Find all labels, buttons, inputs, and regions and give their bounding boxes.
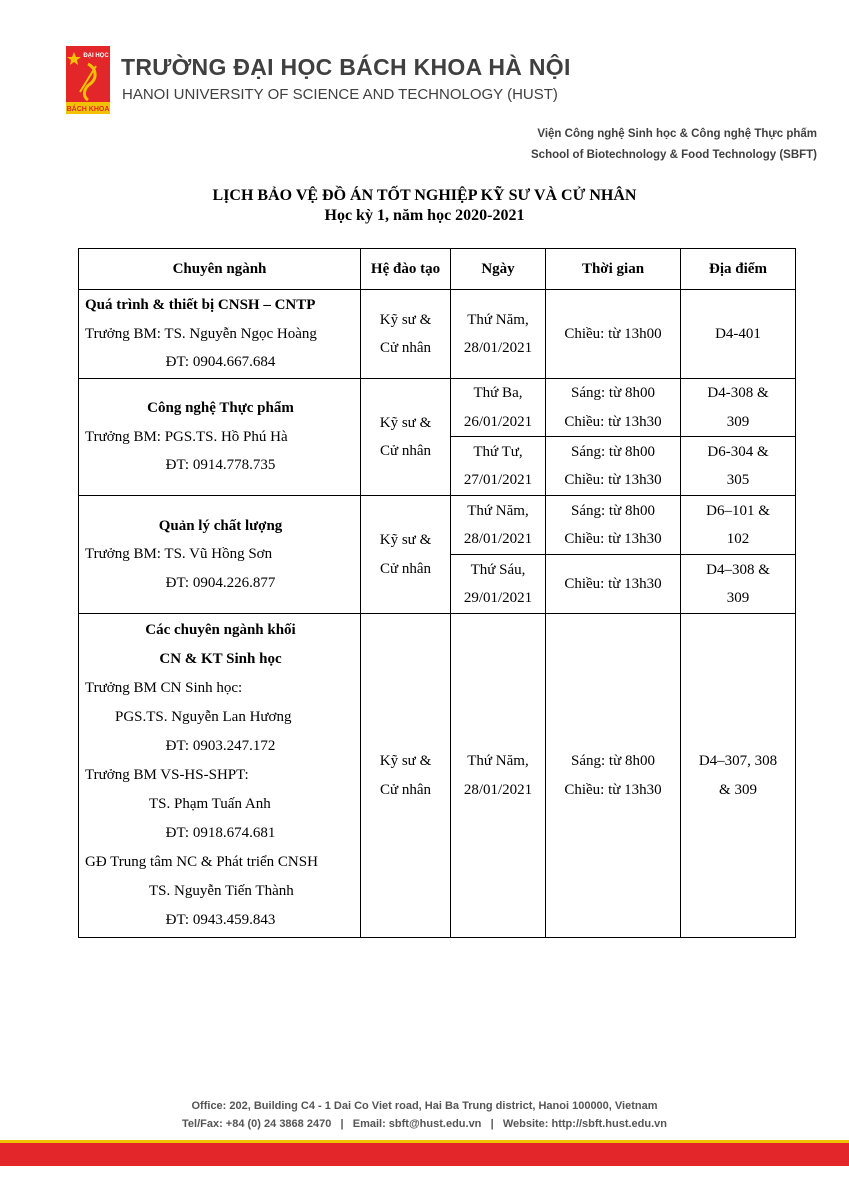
time-cell xyxy=(546,614,681,938)
date-text: 28/01/2021 xyxy=(463,531,533,547)
location-line: 305 xyxy=(726,472,750,488)
table-row xyxy=(79,379,796,437)
dept-phone: ĐT: 0943.459.843 xyxy=(165,912,276,928)
header-program: Hệ đào tạo xyxy=(361,249,451,290)
date-cell xyxy=(451,614,546,938)
dept-head-name: TS. Phạm Tuấn Anh xyxy=(149,796,271,812)
school-name-en: School of Biotechnology & Food Technology (SBFT) xyxy=(531,149,817,161)
dept-head-title: Trưởng BM VS-HS-SHPT: xyxy=(85,767,249,783)
dept-name-line-1: Các chuyên ngành khối xyxy=(145,622,296,638)
location-cell xyxy=(681,555,796,614)
table-row xyxy=(79,290,796,379)
svg-text:ĐẠI HỌC: ĐẠI HỌC xyxy=(83,53,109,59)
dept-head-title: GĐ Trung tâm NC & Phát triển CNSH xyxy=(85,854,318,870)
program-line: Cử nhân xyxy=(379,781,432,798)
program-line: Kỹ sư & xyxy=(379,414,432,431)
dept-phone: ĐT: 0903.247.172 xyxy=(165,738,276,754)
dept-cell xyxy=(79,496,361,614)
location-cell xyxy=(681,496,796,555)
location-line: D4-308 & xyxy=(707,385,769,401)
school-name xyxy=(531,124,817,166)
dept-phone: ĐT: 0904.667.684 xyxy=(165,354,276,371)
program-line: Cử nhân xyxy=(379,443,432,459)
location-line: 102 xyxy=(726,531,750,547)
program-cell xyxy=(361,614,451,938)
program-line: Cử nhân xyxy=(379,560,432,577)
table-header-row xyxy=(79,249,796,290)
location-line: 309 xyxy=(726,590,750,606)
program-cell xyxy=(361,379,451,496)
time-line: Sáng: từ 8h00 xyxy=(571,753,655,769)
dept-phone: ĐT: 0904.226.877 xyxy=(165,574,276,591)
document-title xyxy=(0,186,849,226)
location-cell xyxy=(681,437,796,496)
dept-name: Quá trình & thiết bị CNSH – CNTP xyxy=(85,297,316,314)
program-line: Cử nhân xyxy=(379,340,432,356)
footer-contact: Tel/Fax: +84 (0) 24 3868 2470 | Email: sbft@hust.edu.vn | Website: http://sbft.hust.edu.vn xyxy=(182,1118,667,1130)
day-text: Thứ Ba, xyxy=(473,385,523,401)
date-text: 27/01/2021 xyxy=(463,472,533,488)
time-line: Chiều: từ 13h30 xyxy=(564,781,662,798)
program-cell xyxy=(361,290,451,379)
time-cell xyxy=(546,496,681,555)
day-text: Thứ Tư, xyxy=(473,443,523,460)
dept-head: Trưởng BM: TS. Nguyễn Ngọc Hoàng xyxy=(85,325,317,342)
footer xyxy=(0,1097,849,1133)
time-line: Sáng: từ 8h00 xyxy=(571,502,655,519)
dept-cell xyxy=(79,614,361,938)
day-text: Thứ Sáu, xyxy=(470,561,526,578)
location-line: D6–101 & xyxy=(706,502,770,519)
location-line: 309 xyxy=(726,413,750,430)
program-line: Kỹ sư & xyxy=(379,311,432,328)
day-text: Thứ Năm, xyxy=(467,753,529,769)
dept-cell xyxy=(79,379,361,496)
day-text: Thứ Năm, xyxy=(467,311,529,328)
date-cell xyxy=(451,496,546,555)
header-time: Thời gian xyxy=(546,249,681,290)
time-line: Chiều: từ 13h30 xyxy=(564,472,662,488)
date-cell xyxy=(451,555,546,614)
date-text: 28/01/2021 xyxy=(463,340,533,356)
location-line: D4–307, 308 xyxy=(698,753,778,769)
time-line: Sáng: từ 8h00 xyxy=(571,385,655,401)
table-row xyxy=(79,496,796,555)
university-name-en: HANOI UNIVERSITY OF SCIENCE AND TECHNOLOGY (HUST) xyxy=(122,86,558,103)
location-cell: D4-401 xyxy=(681,290,796,379)
dept-head-name: PGS.TS. Nguyễn Lan Hương xyxy=(115,709,292,725)
date-text: 28/01/2021 xyxy=(463,781,533,798)
location-cell xyxy=(681,614,796,938)
time-line: Sáng: từ 8h00 xyxy=(571,443,655,460)
program-cell xyxy=(361,496,451,614)
program-line: Kỹ sư & xyxy=(379,753,432,769)
dept-head: Trưởng BM: PGS.TS. Hồ Phú Hà xyxy=(85,428,288,445)
school-name-vn: Viện Công nghệ Sinh học & Công nghệ Thực phẩm xyxy=(537,128,817,140)
location-line: D4–308 & xyxy=(706,561,770,578)
location-cell xyxy=(681,379,796,437)
header-location: Địa điểm xyxy=(681,249,796,290)
footer-address: Office: 202, Building C4 - 1 Dai Co Viet road, Hai Ba Trung district, Hanoi 100000, Vietnam xyxy=(191,1100,658,1112)
date-text: 26/01/2021 xyxy=(463,413,533,430)
table-row xyxy=(79,614,796,938)
date-text: 29/01/2021 xyxy=(463,590,533,606)
time-cell: Chiều: từ 13h00 xyxy=(546,290,681,379)
time-cell: Chiều: từ 13h30 xyxy=(546,555,681,614)
footer-bar-red xyxy=(0,1143,849,1166)
location-line: & 309 xyxy=(719,781,757,798)
dept-head-title: Trưởng BM CN Sinh học: xyxy=(85,680,243,696)
title-line-2: Học kỳ 1, năm học 2020-2021 xyxy=(324,207,525,224)
time-cell xyxy=(546,379,681,437)
title-line-1: LỊCH BẢO VỆ ĐỒ ÁN TỐT NGHIỆP KỸ SƯ VÀ CỬ NHÂN xyxy=(212,187,637,204)
program-line: Kỹ sư & xyxy=(379,532,432,548)
dept-cell xyxy=(79,290,361,379)
dept-phone: ĐT: 0918.674.681 xyxy=(165,825,276,841)
university-name-vn: TRƯỜNG ĐẠI HỌC BÁCH KHOA HÀ NỘI xyxy=(121,54,571,80)
time-cell xyxy=(546,437,681,496)
dept-name-line-2: CN & KT Sinh học xyxy=(159,651,282,667)
dept-name: Công nghệ Thực phẩm xyxy=(147,400,294,417)
day-text: Thứ Năm, xyxy=(467,502,529,519)
date-cell xyxy=(451,379,546,437)
header-date: Ngày xyxy=(451,249,546,290)
hust-logo xyxy=(66,46,110,114)
dept-phone: ĐT: 0914.778.735 xyxy=(165,457,276,474)
dept-head: Trưởng BM: TS. Vũ Hồng Sơn xyxy=(85,546,273,563)
date-cell xyxy=(451,290,546,379)
header-major: Chuyên ngành xyxy=(79,249,361,290)
dept-head-name: TS. Nguyễn Tiến Thành xyxy=(149,883,294,899)
dept-name: Quản lý chất lượng xyxy=(158,517,283,534)
time-line: Chiều: từ 13h30 xyxy=(564,531,662,547)
svg-text:BÁCH KHOA: BÁCH KHOA xyxy=(66,106,110,113)
defense-schedule-table xyxy=(78,248,796,938)
time-line: Chiều: từ 13h30 xyxy=(564,413,662,430)
date-cell xyxy=(451,437,546,496)
location-line: D6-304 & xyxy=(707,443,769,460)
